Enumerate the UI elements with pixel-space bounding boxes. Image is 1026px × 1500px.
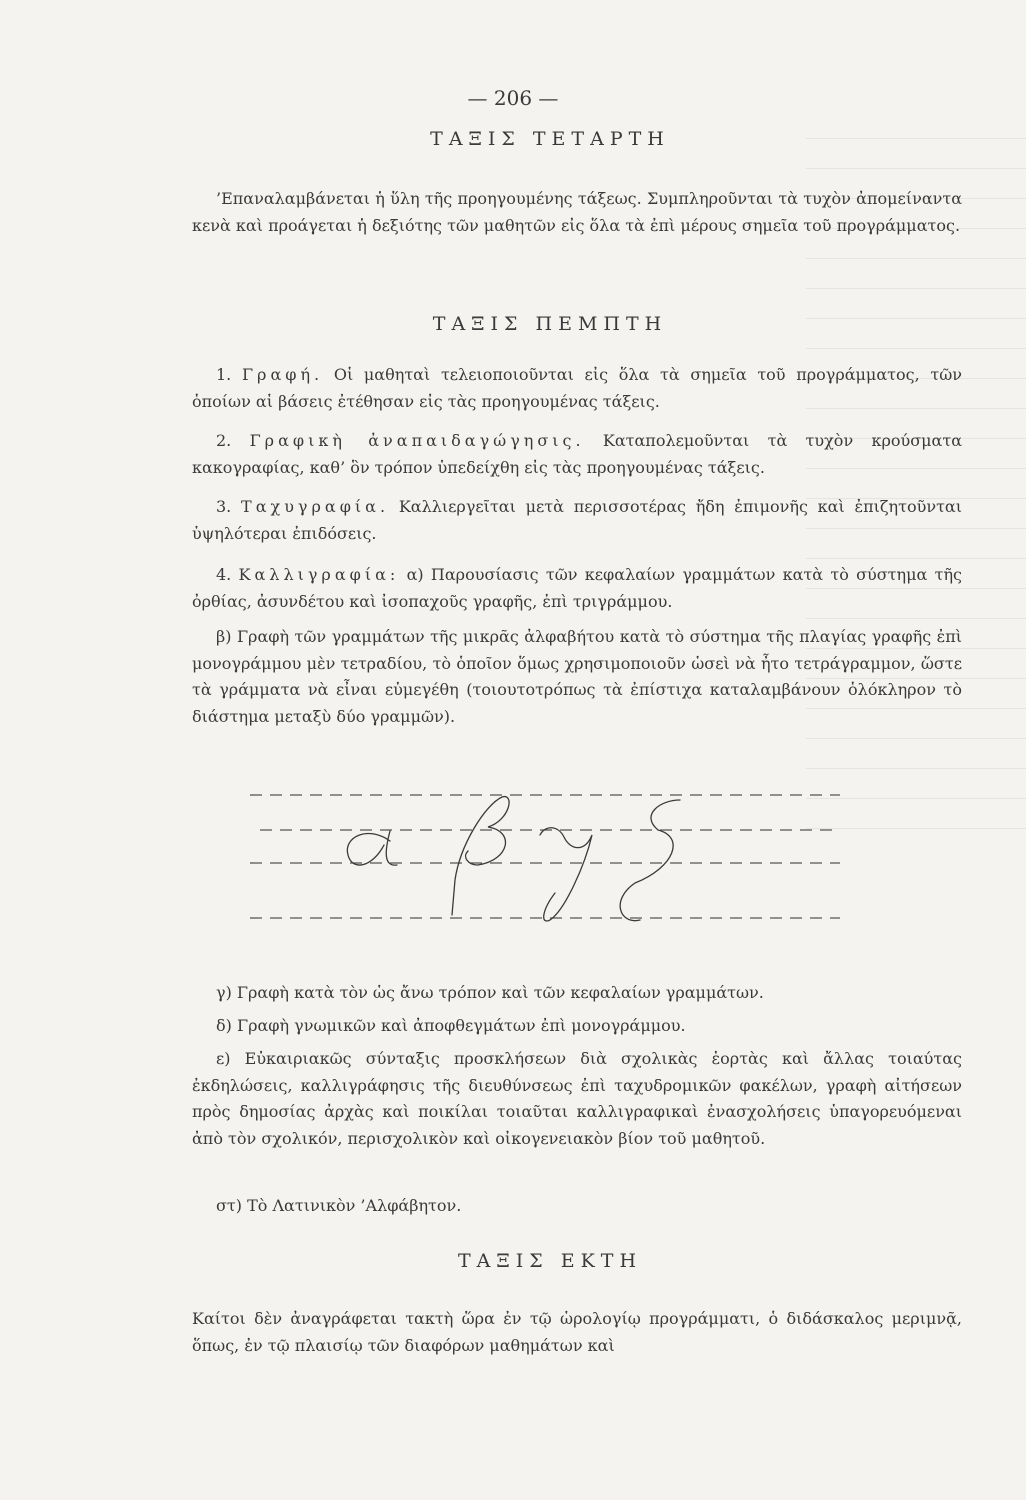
item-2-num: 2. xyxy=(216,431,232,450)
item-4-st: στ) Τὸ Λατινικὸν ’Αλφάβητον. xyxy=(216,1196,462,1215)
script-letters xyxy=(347,797,680,921)
item-1 xyxy=(192,362,962,415)
heading-taxis-pempti: ΤΑΞΙΣ ΠΕΜΠΤΗ xyxy=(432,313,668,335)
item-1-term: Γραφή. xyxy=(241,365,324,384)
item-3-num: 3. xyxy=(216,497,232,516)
item-4-delta: δ) Γραφὴ γνωμικῶν καὶ ἀποφθεγμάτων ἐπὶ μονογράμμου. xyxy=(216,1016,686,1035)
item-4-text: α) Παρουσίασις τῶν κεφαλαίων γραμμάτων κατὰ τὸ σύστημα τῆς ὀρθίας, ἀσυνδέτου καὶ ἰσοπαχοῦς γραφῆς, ἐπὶ τριγράμμου. xyxy=(192,565,962,611)
script-beta xyxy=(452,797,509,915)
item-4-beta: β) Γραφὴ τῶν γραμμάτων τῆς μικρᾶς ἀλφαβήτου κατὰ τὸ σύστημα τῆς πλαγίας γραφῆς ἐπὶ μονογράμμου μὲν τετραδίου, τὸ ὁποῖον ὅμως χρησιμοποιοῦν ὡσεὶ νὰ ἦτο τετράγραμμον, ὥστε τὰ γράμματα νὰ εἶναι εὐμεγέθη (τοιουτοτρόπως τὰ ἐπίστιχα καταλαμβάνουν ὁλόκληρον τὸ διάστημα μεταξὺ δύο γραμμῶν). xyxy=(192,627,962,726)
item-3-term: Ταχυγραφία. xyxy=(241,497,390,516)
script-delta xyxy=(620,800,680,921)
paragraph-tetarti: ’Επαναλαμβάνεται ἡ ὕλη τῆς προηγουμένης τάξεως. Συμπληροῦνται τὰ τυχὸν ἀπομείναντα κενὰ καὶ προάγεται ἡ δεξιότης τῶν μαθητῶν εἰς ὅλα τὰ ἐπὶ μέρους σημεῖα τοῦ προγράμματος. xyxy=(192,189,962,235)
item-3 xyxy=(192,494,962,547)
item-4-term: Καλλιγραφία: xyxy=(238,565,400,584)
item-4-epsilon: ε) Εὐκαιριακῶς σύνταξις προσκλήσεων διὰ σχολικὰς ἑορτὰς καὶ ἄλλας τοιαύτας ἐκδηλώσεις, καλλιγράφησις τῆς διευθύνσεως ἐπὶ ταχυδρομικῶν φακέλων, γραφὴ αἰτήσεων πρὸς δημοσίας ἀρχὰς καὶ ποικίλαι τοιαῦται καλλιγραφικαὶ ἐνασχολήσεις ὑπαγορευόμεναι ἀπὸ τὸν σχολικόν, περισχολικὸν καὶ οἰκογενειακὸν βίον τοῦ μαθητοῦ. xyxy=(192,1049,962,1148)
item-1-text: Οἱ μαθηταὶ τελειοποιοῦνται εἰς ὅλα τὰ σημεῖα τοῦ προγράμματος, τῶν ὁποίων αἱ βάσεις ἐτέθησαν εἰς τὰς προηγουμένας τάξεις. xyxy=(192,365,962,411)
page-number: — 206 — xyxy=(467,86,559,110)
handwriting-sample-figure xyxy=(240,775,860,945)
item-3-text: Καλλιεργεῖται μετὰ περισσοτέρας ἤδη ἐπιμονῆς καὶ ἐπιζητοῦνται ὑψηλότεραι ἐπιδόσεις. xyxy=(192,497,962,543)
script-alpha xyxy=(347,831,397,865)
item-1-num: 1. xyxy=(216,365,232,384)
item-2 xyxy=(192,428,962,481)
item-4-gamma: γ) Γραφὴ κατὰ τὸν ὡς ἄνω τρόπον καὶ τῶν κεφαλαίων γραμμάτων. xyxy=(216,983,764,1002)
item-4 xyxy=(192,562,962,615)
paragraph-ekti: Καίτοι δὲν ἀναγράφεται τακτὴ ὥρα ἐν τῷ ὡρολογίῳ προγράμματι, ὁ διδάσκαλος μεριμνᾷ, ὅπως, ἐν τῷ πλαισίῳ τῶν διαφόρων μαθημάτων καὶ xyxy=(192,1309,962,1355)
item-2-text: Καταπολεμοῦνται τὰ τυχὸν κρούσματα κακογραφίας, καθ’ ὃν τρόπον ὑπεδείχθη εἰς τὰς προηγουμένας τάξεις. xyxy=(192,431,962,477)
heading-taxis-tetarti: ΤΑΞΙΣ ΤΕΤΑΡΤΗ xyxy=(430,128,670,150)
heading-taxis-ekti: ΤΑΞΙΣ ΕΚΤΗ xyxy=(457,1250,643,1272)
script-gamma xyxy=(540,828,592,921)
item-2-term: Γραφικὴ ἀναπαιδαγώγησις. xyxy=(249,431,585,450)
guide-lines xyxy=(250,795,840,918)
item-4-num: 4. xyxy=(216,565,232,584)
